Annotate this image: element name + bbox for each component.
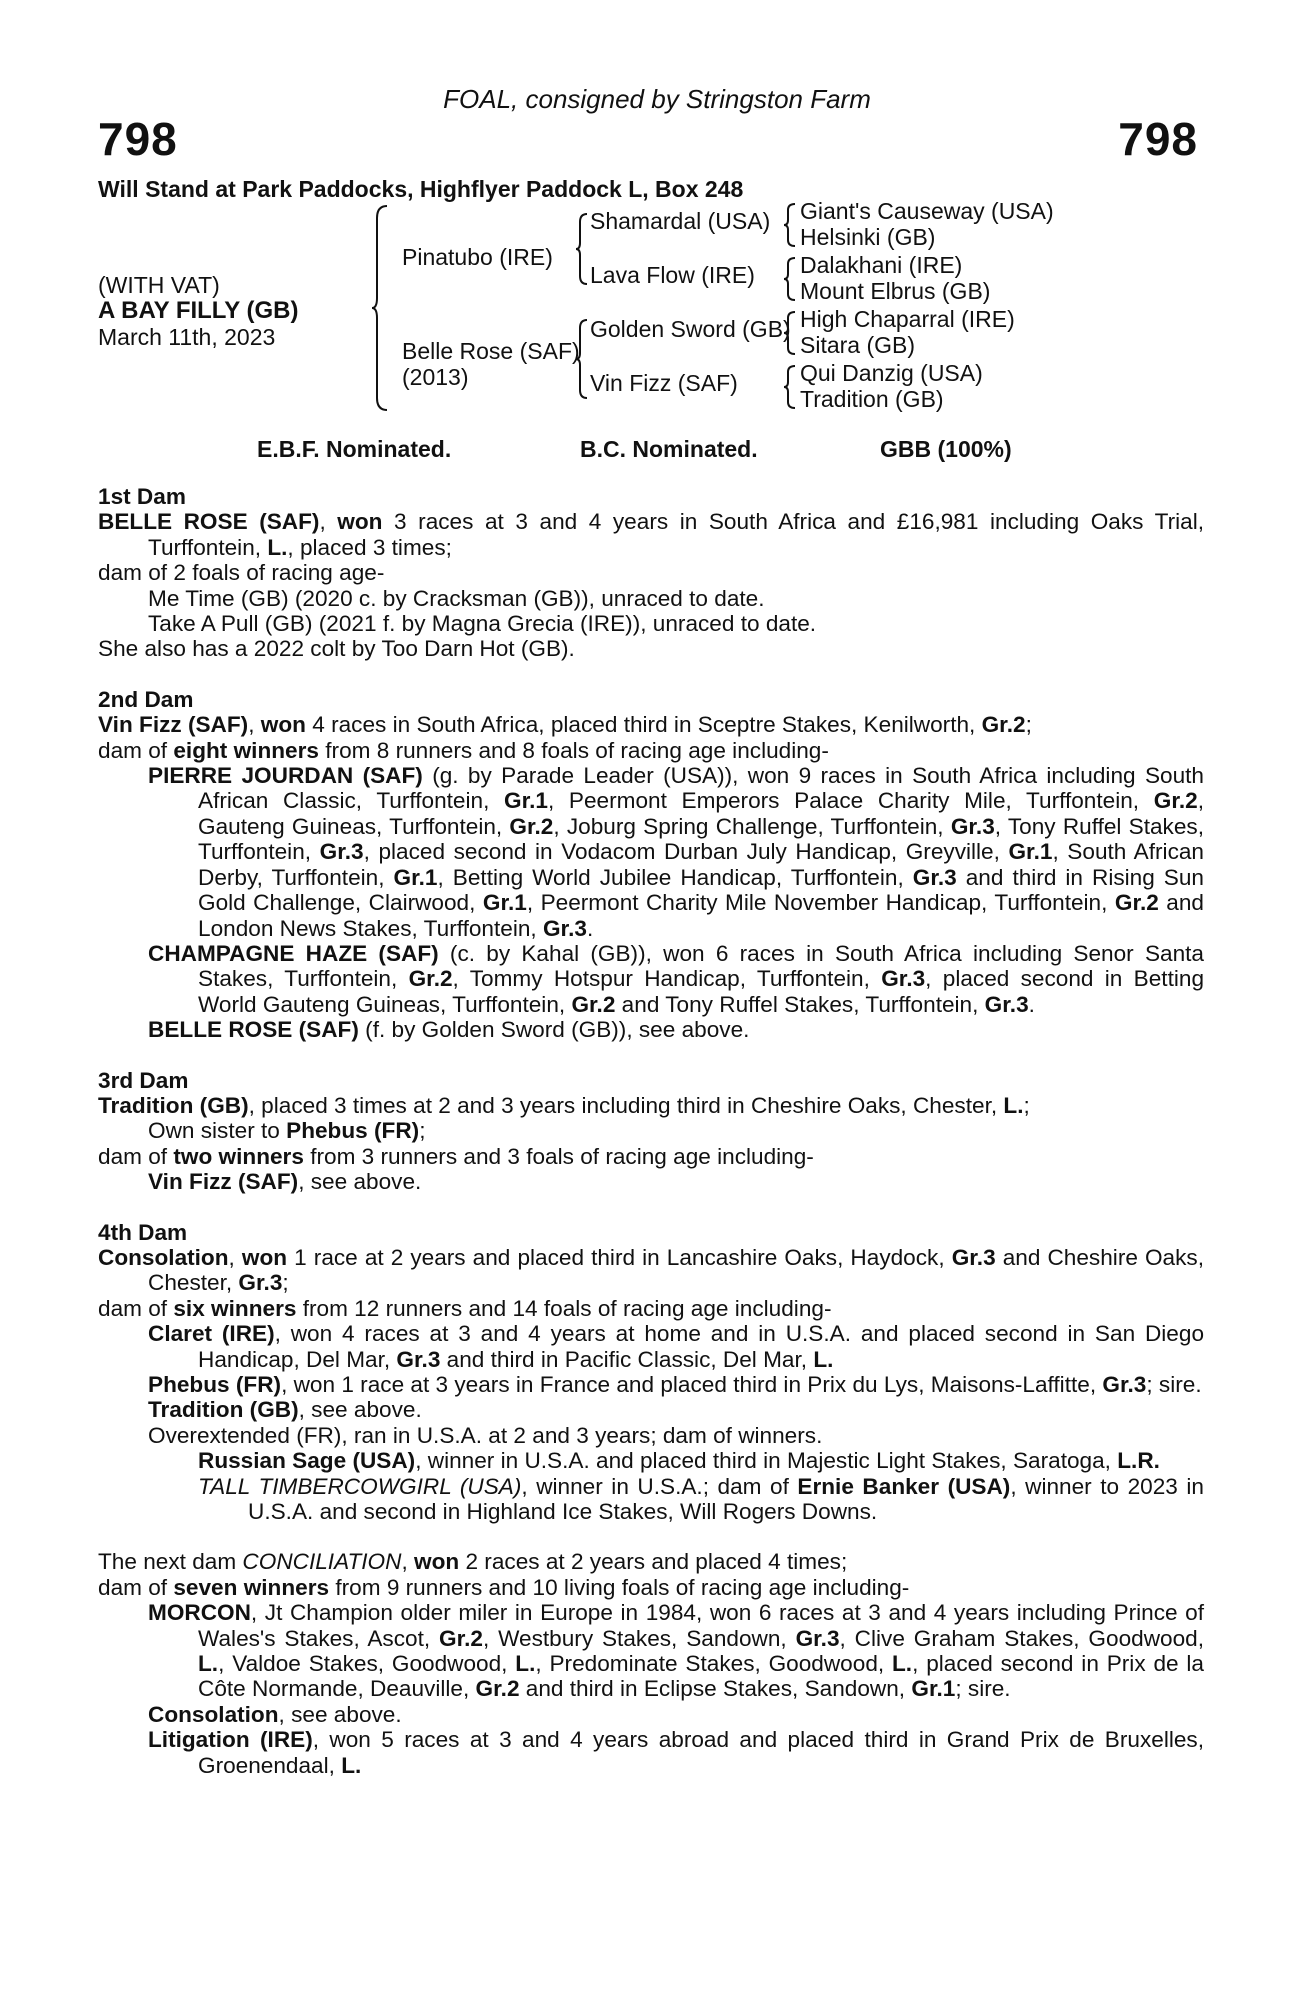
ancestor-7: Qui Danzig (USA) <box>800 360 983 386</box>
produce-item: Vin Fizz (SAF), see above. <box>148 1169 422 1195</box>
brace-g3 <box>782 310 798 356</box>
sire-sire: Shamardal (USA) <box>590 208 771 234</box>
dam-sire: Golden Sword (GB) <box>590 316 791 342</box>
third-dam-heading: 3rd Dam <box>98 1067 189 1093</box>
produce-item: Phebus (FR), won 1 race at 3 years in France and placed third in Prix du Lys, Maisons-Laffitte, Gr.3; sire. <box>148 1372 1202 1397</box>
ancestor-4: Mount Elbrus (GB) <box>800 278 991 304</box>
next-dam-record: The next dam CONCILIATION, won 2 races at 2 years and placed 4 times; <box>98 1549 848 1575</box>
lot-number-left: 798 <box>98 113 178 165</box>
produce-item: BELLE ROSE (SAF) (f. by Golden Sword (GB)), see above. <box>148 1017 750 1043</box>
ancestor-3: Dalakhani (IRE) <box>800 252 963 278</box>
dam-dam: Vin Fizz (SAF) <box>590 370 738 396</box>
produce-item: Consolation, see above. <box>148 1701 402 1727</box>
produce-line: dam of two winners from 3 runners and 3 foals of racing age including- <box>98 1143 814 1169</box>
produce-item: Claret (IRE), won 4 races at 3 and 4 years at home and in U.S.A. and placed second in San Diego Handicap, Del Mar, Gr.3 and third in Pacific Classic, Del Mar, L. <box>148 1321 1205 1372</box>
brace-g2 <box>782 256 798 302</box>
brace-g4 <box>782 364 798 410</box>
dam: Belle Rose (SAF) <box>402 338 580 364</box>
second-dam-record: Vin Fizz (SAF), won 4 races in South Africa, placed third in Sceptre Stakes, Kenilworth, Gr.2; <box>98 712 1032 738</box>
won-label: won <box>337 509 383 535</box>
brace-g1 <box>782 202 798 248</box>
vat-note: (WITH VAT) <box>98 272 220 298</box>
grade: L. <box>267 534 288 560</box>
third-dam-record: Tradition (GB), placed 3 times at 2 and 3 years including third in Cheshire Oaks, Chester, L.; <box>98 1092 1030 1118</box>
produce-line: dam of seven winners from 9 runners and 10 living foals of racing age including- <box>98 1574 910 1600</box>
lot-number-right: 798 <box>1118 113 1198 165</box>
second-dam-heading: 2nd Dam <box>98 686 194 712</box>
fourth-dam-heading: 4th Dam <box>98 1219 188 1245</box>
produce-item: MORCON, Jt Champion older miler in Europe in 1984, won 6 races at 3 and 4 years including Prince of Wales's Stakes, Ascot, Gr.2, Westbury Stakes, Sandown, Gr.3, Clive Graham Stakes, Goodwood, L., Valdoe Stakes, Goodwood, L., Predominate Stakes, Goodwood, L., placed second in Prix de la Côte Normande, Deauville, Gr.2 and third in Eclipse Stakes, Sandown, Gr.1; sire. <box>148 1600 1204 1702</box>
produce-item: CHAMPAGNE HAZE (SAF) (c. by Kahal (GB)), won 6 races in South Africa including Senor Santa Stakes, Turffontein, Gr.2, Tommy Hotspur Handicap, Turffontein, Gr.3, placed second in Betting World Gauteng Guineas, Turffontein, Gr.2 and Tony Ruffel Stakes, Turffontein, Gr.3. <box>148 940 1205 1017</box>
produce-item: PIERRE JOURDAN (SAF) (g. by Parade Leader (USA)), won 9 races in South Africa including South African Classic, Turffontein, Gr.1, Peermont Emperors Palace Charity Mile, Turffontein, Gr.2, Gauteng Guineas, Turffontein, Gr.2, Joburg Spring Challenge, Turffontein, Gr.3, Tony Ruffel Stakes, Turffontein, Gr.3, placed second in Vodacom Durban July Handicap, Greyville, Gr.1, South African Derby, Turffontein, Gr.1, Betting World Jubilee Handicap, Turffontein, Gr.3 and third in Rising Sun Gold Challenge, Clairwood, Gr.1, Peermont Charity Mile November Handicap, Turffontein, Gr.2 and London News Stakes, Turffontein, Gr.3. <box>148 763 1205 941</box>
fourth-dam-record: Consolation, won 1 race at 2 years and placed third in Lancashire Oaks, Haydock, Gr.3 and Cheshire Oaks, Chester, Gr.3; <box>98 1244 1204 1296</box>
dam-year: (2013) <box>402 364 469 390</box>
produce-line: dam of six winners from 12 runners and 14 foals of racing age including- <box>98 1295 832 1321</box>
sister-note: Own sister to Phebus (FR); <box>148 1118 426 1144</box>
brace-main <box>370 204 390 412</box>
sire: Pinatubo (IRE) <box>402 244 553 270</box>
produce-item: Me Time (GB) (2020 c. by Cracksman (GB)), unraced to date. <box>148 585 765 611</box>
ebf-nomination: E.B.F. Nominated. <box>257 436 452 462</box>
consignment-line: FOAL, consigned by Stringston Farm <box>443 84 871 114</box>
dam-name: BELLE ROSE (SAF) <box>98 509 320 535</box>
gbb-rating: GBB (100%) <box>880 436 1012 462</box>
catalogue-body <box>98 484 1204 1778</box>
ancestor-1: Giant's Causeway (USA) <box>800 198 1054 224</box>
produce-line: dam of 2 foals of racing age- <box>98 560 385 586</box>
pedigree-table <box>98 198 1218 428</box>
brace-dam <box>574 318 590 400</box>
foaling-date: March 11th, 2023 <box>98 324 276 350</box>
produce-line: dam of eight winners from 8 runners and 8 foals of racing age including- <box>98 737 829 763</box>
lot-name: A BAY FILLY (GB) <box>98 297 299 324</box>
produce-item: Overextended (FR), ran in U.S.A. at 2 and 3 years; dam of winners. <box>148 1422 823 1448</box>
ancestor-6: Sitara (GB) <box>800 332 916 358</box>
brace-sire <box>574 212 590 286</box>
produce-item: Take A Pull (GB) (2021 f. by Magna Grecia (IRE)), unraced to date. <box>148 611 817 637</box>
first-dam-record: BELLE ROSE (SAF), won 3 races at 3 and 4 years in South Africa and £16,981 including Oaks Trial, Turffontein, L., placed 3 times; <box>98 509 1204 560</box>
sire-dam: Lava Flow (IRE) <box>590 262 755 288</box>
produce-subitem: Russian Sage (USA), winner in U.S.A. and placed third in Majestic Light Stakes, Saratoga, L.R. <box>198 1448 1160 1474</box>
ancestor-5: High Chaparral (IRE) <box>800 306 1015 332</box>
produce-subitem: TALL TIMBERCOWGIRL (USA), winner in U.S.A.; dam of Ernie Banker (USA), winner to 2023 in U.S.A. and second in Highland Ice Stakes, Will Rogers Downs. <box>198 1473 1204 1525</box>
produce-item: Tradition (GB), see above. <box>148 1397 422 1423</box>
also-note: She also has a 2022 colt by Too Darn Hot (GB). <box>98 636 575 662</box>
bc-nomination: B.C. Nominated. <box>580 436 758 462</box>
ancestor-8: Tradition (GB) <box>800 386 944 412</box>
stand-location: Will Stand at Park Paddocks, Highflyer Paddock L, Box 248 <box>98 176 744 202</box>
first-dam-heading: 1st Dam <box>98 484 186 509</box>
produce-item: Litigation (IRE), won 5 races at 3 and 4 years abroad and placed third in Grand Prix de Bruxelles, Groenendaal, L. <box>148 1727 1204 1778</box>
ancestor-2: Helsinki (GB) <box>800 224 936 250</box>
